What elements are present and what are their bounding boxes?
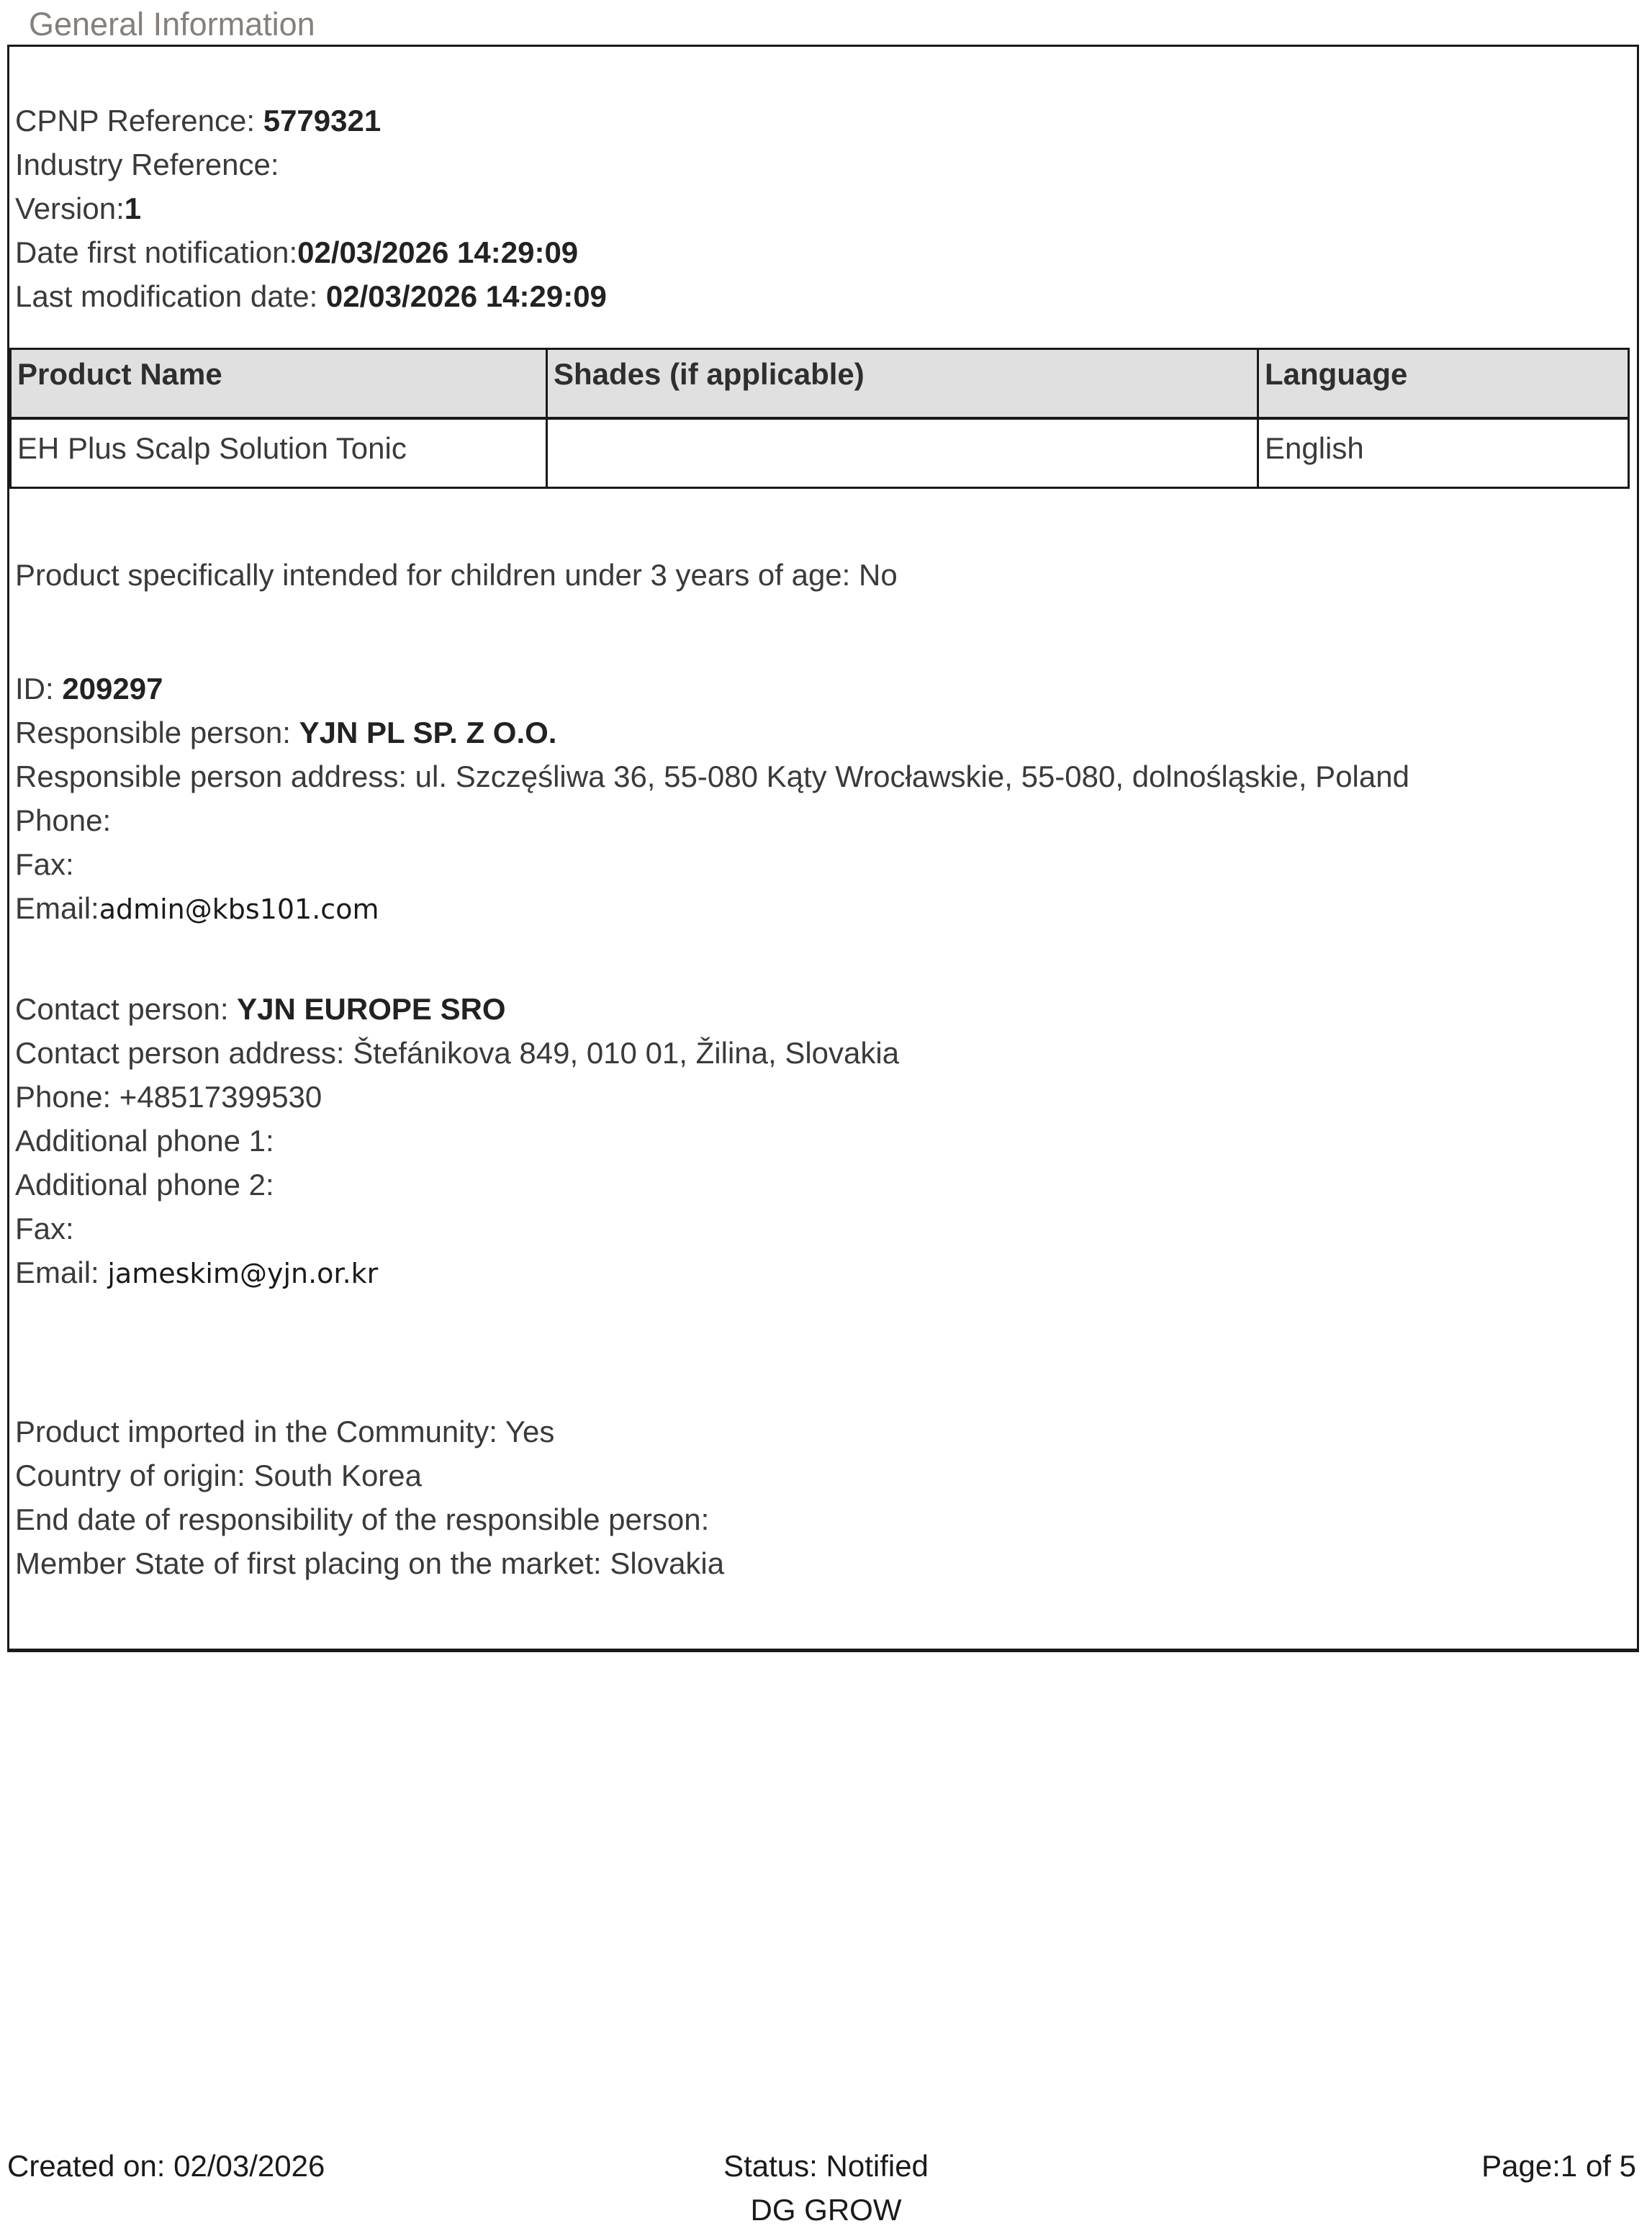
field-label: Last modification date:: [15, 279, 326, 313]
field-value: South Korea: [253, 1459, 423, 1492]
field-label: Product specifically intended for children under 3 years of age:: [15, 558, 859, 592]
field-label: Date first notification:: [15, 235, 298, 269]
footer-created-on: Created on: 02/03/2026: [7, 2149, 325, 2183]
general-information-box: [7, 45, 1639, 1652]
field-label: Phone:: [15, 1080, 119, 1114]
field-value: +48517399530: [119, 1080, 322, 1114]
product-table-header-row: [11, 349, 1629, 419]
field-responsible-fax: [15, 842, 1631, 886]
field-label: Fax:: [15, 847, 74, 881]
field-contact-person: [15, 987, 1631, 1031]
cell-shades: [547, 418, 1258, 488]
field-label: Email:: [15, 1256, 108, 1289]
field-id: [15, 667, 1631, 711]
page-title: General Information: [29, 6, 315, 42]
field-value: YJN PL SP. Z O.O.: [299, 716, 557, 749]
reference-info-block: [15, 99, 1631, 318]
column-header-shades: Shades (if applicable): [547, 349, 1258, 419]
field-value: Slovakia: [610, 1546, 725, 1580]
responsible-person-block: [15, 667, 1631, 932]
field-label: Additional phone 2:: [15, 1168, 274, 1202]
field-contact-phone: [15, 1075, 1631, 1119]
field-responsible-email: [15, 886, 1631, 932]
footer-status: Status: Notified: [723, 2149, 929, 2183]
field-value: 209297: [62, 672, 163, 706]
field-value: admin@kbs101.com: [99, 893, 379, 925]
field-label: Phone:: [15, 803, 112, 837]
field-label: Responsible person address:: [15, 760, 415, 793]
field-contact-person-address: [15, 1031, 1631, 1075]
field-value: 1: [124, 191, 142, 225]
field-responsible-phone: [15, 798, 1631, 842]
market-info-block: [15, 1410, 1631, 1585]
field-label: Contact person:: [15, 992, 238, 1026]
field-version: [15, 186, 1631, 230]
field-member-state-first-placing: [15, 1541, 1631, 1585]
cell-product-name: EH Plus Scalp Solution Tonic: [11, 418, 547, 488]
field-last-modification-date: [15, 274, 1631, 318]
product-table: [9, 348, 1630, 489]
field-label: Additional phone 1:: [15, 1124, 274, 1158]
field-label: Industry Reference:: [15, 148, 279, 181]
field-country-of-origin: [15, 1453, 1631, 1497]
table-row: [11, 418, 1629, 488]
field-industry-reference: [15, 143, 1631, 186]
footer-dg-grow: DG GROW: [750, 2193, 902, 2227]
field-additional-phone-1: [15, 1119, 1631, 1163]
field-responsible-person-address: [15, 754, 1631, 798]
field-contact-fax: [15, 1207, 1631, 1250]
children-note-block: [15, 553, 1631, 597]
field-value: Štefánikova 849, 010 01, Žilina, Slovakia: [353, 1036, 900, 1070]
field-label: CPNP Reference:: [15, 104, 263, 138]
field-value: 02/03/2026 14:29:09: [325, 279, 607, 313]
field-children-under-3: [15, 553, 1631, 597]
contact-person-block: [15, 987, 1631, 1296]
column-header-language: Language: [1258, 349, 1629, 419]
cell-language: English: [1258, 418, 1629, 488]
field-label: Contact person address:: [15, 1036, 353, 1070]
field-value: No: [859, 558, 898, 592]
field-value: YJN EUROPE SRO: [237, 992, 506, 1026]
field-value: jameskim@yjn.or.kr: [107, 1258, 379, 1289]
field-responsible-person: [15, 711, 1631, 754]
field-product-imported: [15, 1410, 1631, 1453]
field-label: Fax:: [15, 1212, 74, 1245]
field-label: Member State of first placing on the market:: [15, 1546, 610, 1580]
footer-page-number: Page:1 of 5: [1481, 2149, 1636, 2183]
field-label: Country of origin:: [15, 1459, 254, 1492]
field-value: 02/03/2026 14:29:09: [297, 235, 579, 269]
column-header-product-name: Product Name: [11, 349, 547, 419]
field-label: Email:: [15, 891, 99, 925]
field-date-first-notification: [15, 230, 1631, 274]
field-value: ul. Szczęśliwa 36, 55-080 Kąty Wrocławskie, 55-080, dolnośląskie, Poland: [415, 760, 1409, 793]
field-end-date-of-responsibility: [15, 1497, 1631, 1541]
field-label: Version:: [15, 191, 125, 225]
field-label: End date of responsibility of the responsible person:: [15, 1502, 710, 1536]
field-label: Product imported in the Community:: [15, 1415, 505, 1448]
field-cpnp-reference: [15, 99, 1631, 143]
field-contact-email: [15, 1250, 1631, 1296]
field-value: Yes: [505, 1415, 555, 1448]
field-additional-phone-2: [15, 1163, 1631, 1207]
field-label: ID:: [15, 672, 63, 706]
field-value: 5779321: [263, 104, 382, 138]
field-label: Responsible person:: [15, 716, 299, 749]
